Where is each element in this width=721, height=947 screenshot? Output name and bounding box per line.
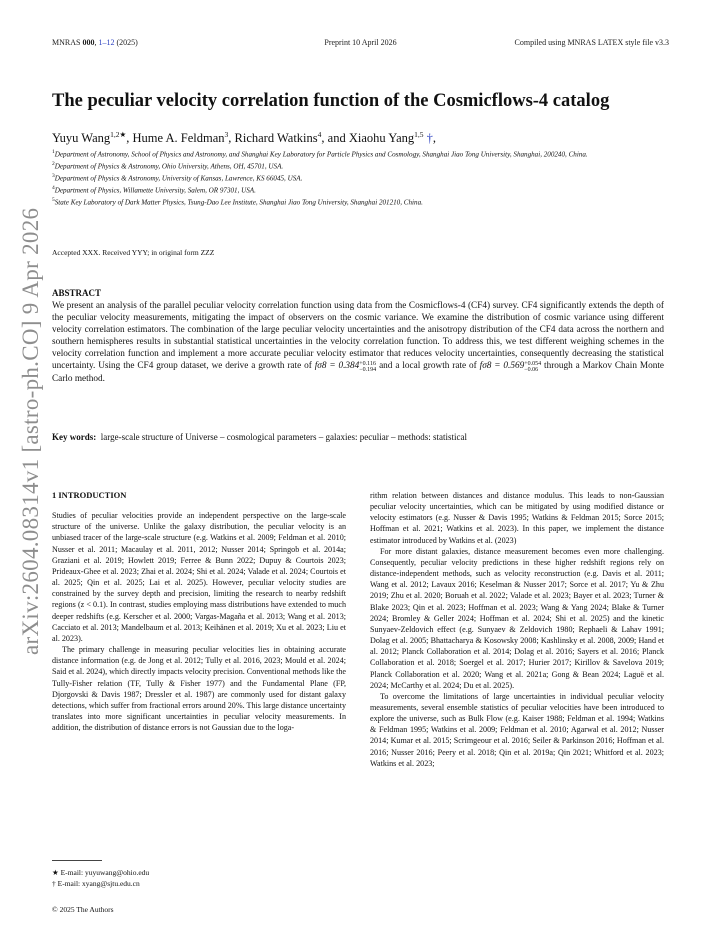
author-affiliation-mark: 1,2★ bbox=[110, 130, 127, 139]
abstract-heading: ABSTRACT bbox=[52, 288, 102, 298]
author-affiliation-mark: 1,5 bbox=[414, 130, 424, 139]
author-affiliation-mark: 3 bbox=[224, 130, 229, 139]
paragraph: The primary challenge in measuring peculiar velocities lies in obtaining accurate distance information (e.g. de Jong et al. 2012; Tully et al. 2016, 2023; Mould et al. 2024; Said et al. 2024), which directly impacts velocity precision. Conventional methods like the Tully-Fisher relation (TF, Tully & Fisher 1977) and the Fundamental Plane (FP, Djorgovski & Davis 1987; Dressler et al. 1987) are commonly used for distant galaxy detections, which suffer from fractional errors around 20%. This large distance uncertainty translates into more significant uncertainties in peculiar velocity measurements. In addition, the distribution of distance errors is not Gaussian due to the loga- bbox=[52, 645, 346, 733]
author-name: Hume A. Feldman bbox=[132, 131, 225, 146]
body-column-right bbox=[370, 490, 664, 769]
footnote-rule bbox=[52, 860, 102, 861]
paragraph: Studies of peculiar velocities provide an independent perspective on the large-scale structure of the universe. Unlike the galaxy distribution, the peculiar velocity is an unbiased tracer of the large-scale structure (e.g. Watkins et al. 2009; Feldman et al. 2010; Nusser et al. 2011; Macaulay et al. 2011, 2012; Nusser 2014; Springob et al. 2014a; Graziani et al. 2019; Howlett 2019; Ferree & Bunn 2022; Dupuy & Courtois 2023; Prideaux-Ghee et al. 2023; Zhai et al. 2024; Shi et al. 2024; Valade et al. 2024; Courtois et al. 2025; Qin et al. 2025; Lai et al. 2025). However, peculiar velocity studies are constrained by the survey depth and precision, limiting the research to nearby redshift regions (z < 0.1). In contrast, studies employing mass distributions have extended to much deeper redshifts (e.g. Kerscher et al. 2000; Vargas-Magaña et al. 2013; Wang et al. 2013; Cacciato et al. 2013; Mandelbaum et al. 2013; Keihänen et al. 2019; Xu et al. 2023; Liu et al. 2023). bbox=[52, 511, 346, 643]
affiliation-item bbox=[52, 172, 652, 184]
growth-rate-errors: +0.116 −0.194 bbox=[359, 361, 377, 374]
footnotes bbox=[52, 867, 149, 889]
affiliation-number: 5 bbox=[52, 196, 55, 203]
arxiv-stamp: arXiv:2604.08314v1 [astro-ph.CO] 9 Apr 2026 bbox=[18, 207, 43, 655]
affiliation-text: Department of Astronomy, School of Physics and Astronomy, and Shanghai Key Laboratory for Particle Physics and Cosmology, Shanghai Jiao Tong University, Shanghai, 200240, China. bbox=[54, 150, 588, 159]
affiliation-text: Department of Physics & Astronomy, University of Kansas, Lawrence, KS 66045, USA. bbox=[54, 174, 303, 183]
abstract-text: We present an analysis of the parallel peculiar velocity correlation function using data from the Cosmicflows-4 (CF4) survey. CF4 significantly extends the depth of the peculiar velocity measurements, mitigating the impact of observers on the cosmic variance. We examine the distribution of cosmic variance using different velocity correlation estimators. The combination of the large peculiar velocity uncertainties and the anisotropy distribution of the CF4 data across the northern and southern hemispheres results in substantial statistical uncertainties in the velocity correlation function. To address this, we test different weighing schemes in the velocity correlation function and implement a more accurate peculiar velocity estimator that reduces velocity uncertainties, consequently decreasing the statistical uncertainty. Using the CF4 group dataset, we derive a growth rate of fσ8 = 0.384 +0.116 −0.194 and a local growth rate of fσ8 = 0.569 +0.054 −0.06 through a Markov Chain Monte Carlo method. bbox=[52, 301, 664, 385]
paragraph: For more distant galaxies, distance measurement becomes even more challenging. Consequently, peculiar velocity predictions in these higher redshift regions rely on distance-independent methods, such as velocity reconstruction (e.g. Davis et al. 2011; Wang et al. 2012; Lavaux 2016; Keselman & Nusser 2017; Sorce et al. 2017; Yu & Zhu 2019; Zhu et al. 2020; Boruah et al. 2022; Valade et al. 2023; Bayer et al. 2023; Turner & Blake 2023; Qin et al. 2023; Hoffman et al. 2023; Wang & Yang 2024; Blake & Turner 2024; Bromley & Geller 2024; Hoffman et al. 2024; Shi et al. 2025) and the kinetic Sunyaev-Zeldovich effect (e.g. Sunyaev & Zeldovich 1980; Rephaeli & Lahav 1991; Dolag et al. 2005; Bhattacharya & Kosowsky 2008; Kashlinsky et al. 2008, 2009; Hand et al. 2012; Planck Collaboration et al. 2014; Dolag et al. 2016; Sayers et al. 2016; Planck Collaboration et al. 2018; Soergel et al. 2017; Hurier 2017; Kirillov & Savelova 2019; Planck Collaboration et al. 2020; Wang et al. 2021a; Gong & Bean 2024; Laguë et al. 2024; McCarthy et al. 2024; Du et al. 2025). bbox=[370, 546, 664, 690]
section-heading: 1 INTRODUCTION bbox=[52, 490, 127, 500]
running-head-center: Preprint 10 April 2026 bbox=[324, 38, 397, 47]
affiliation-number: 1 bbox=[52, 149, 55, 155]
affiliation-text: State Key Laboratory of Dark Matter Physics, Tsung-Dao Lee Institute, Shanghai Jiao Tong University, Shanghai 201210, China. bbox=[54, 198, 423, 207]
growth-rate-symbol: fσ8 = 0.384 bbox=[314, 361, 360, 372]
author-name: Xiaohu Yang bbox=[348, 131, 415, 146]
affiliation-text: Department of Physics, Willamette University, Salem, OR 97301, USA. bbox=[54, 186, 256, 195]
affiliations bbox=[52, 148, 652, 208]
running-head-right: Compiled using MNRAS LATEX style file v3.3 bbox=[514, 38, 669, 47]
author-name: Yuyu Wang bbox=[52, 131, 111, 146]
affiliation-item bbox=[52, 160, 652, 172]
affiliation-text: Department of Physics & Astronomy, Ohio University, Athens, OH, 45701, USA. bbox=[54, 162, 284, 171]
corresponding-author-link[interactable]: † bbox=[426, 131, 433, 146]
author-affiliation-mark: 4 bbox=[317, 130, 322, 139]
keywords-label: Key words: bbox=[52, 432, 97, 442]
footnote-email-2: † E-mail: xyang@sjtu.edu.cn bbox=[52, 879, 140, 888]
local-growth-rate-symbol: fσ8 = 0.569 bbox=[479, 361, 525, 372]
local-growth-rate-errors: +0.054 −0.06 bbox=[524, 361, 542, 374]
keywords-text: large-scale structure of Universe – cosmological parameters – galaxies: peculiar – methods: statistical bbox=[100, 432, 467, 442]
paragraph: rithm relation between distances and distance modulus. This leads to non-Gaussian peculiar velocity uncertainties, which can be mitigated by using modified distance or velocity estimators (e.g. Nusser & Davis 1995; Watkins & Feldman 2015; Sorce 2015; Hoffman et al. 2021; Watkins et al. 2023). In this paper, we implement the distance estimator introduced by Watkins et al. (2023) bbox=[370, 491, 664, 545]
copyright: © 2025 The Authors bbox=[52, 905, 114, 914]
keywords bbox=[52, 432, 664, 442]
affiliation-number: 2 bbox=[52, 160, 55, 167]
running-head-left: MNRAS 000, 1–12 (2025) bbox=[52, 38, 138, 47]
footnote-email-1: ★ E-mail: yuyuwang@ohio.edu bbox=[52, 868, 150, 877]
author-list: Yuyu Wang$^{1,2★}$, Hume A. Feldman$^3$, Richard Watkins$^4$, and Xiaohu Yang$^{1,5}$ †, bbox=[52, 130, 436, 146]
paper-title: The peculiar velocity correlation function of the Cosmicflows-4 catalog bbox=[52, 91, 610, 111]
body-column-left bbox=[52, 490, 346, 733]
affiliation-number: 3 bbox=[52, 172, 55, 179]
affiliation-item bbox=[52, 184, 652, 196]
accepted-line: Accepted XXX. Received YYY; in original form ZZZ bbox=[52, 248, 215, 257]
affiliation-item bbox=[52, 196, 652, 208]
affiliation-item bbox=[52, 148, 652, 160]
affiliation-number: 4 bbox=[52, 184, 55, 191]
paragraph: To overcome the limitations of large uncertainties in individual peculiar velocity measurements, several ensemble statistics of peculiar velocities have been introduced to explore the universe, such as Bulk Flow (e.g. Kaiser 1988; Feldman et al. 1994; Watkins & Feldman 1995; Watkins et al. 2009; Feldman et al. 2010; Agarwal et al. 2012; Nusser 2014; Kumar et al. 2015; Scrimgeour et al. 2016; Seiler & Parkinson 2016; Hoffman et al. 2016; Nusser 2016; Peery et al. 2018; Qin et al. 2019a; Qin 2021; Whitford et al. 2023; Watkins et al. 2023; bbox=[370, 691, 664, 768]
page-range-link[interactable]: 1–12 bbox=[98, 38, 115, 47]
author-name: Richard Watkins bbox=[234, 131, 318, 146]
